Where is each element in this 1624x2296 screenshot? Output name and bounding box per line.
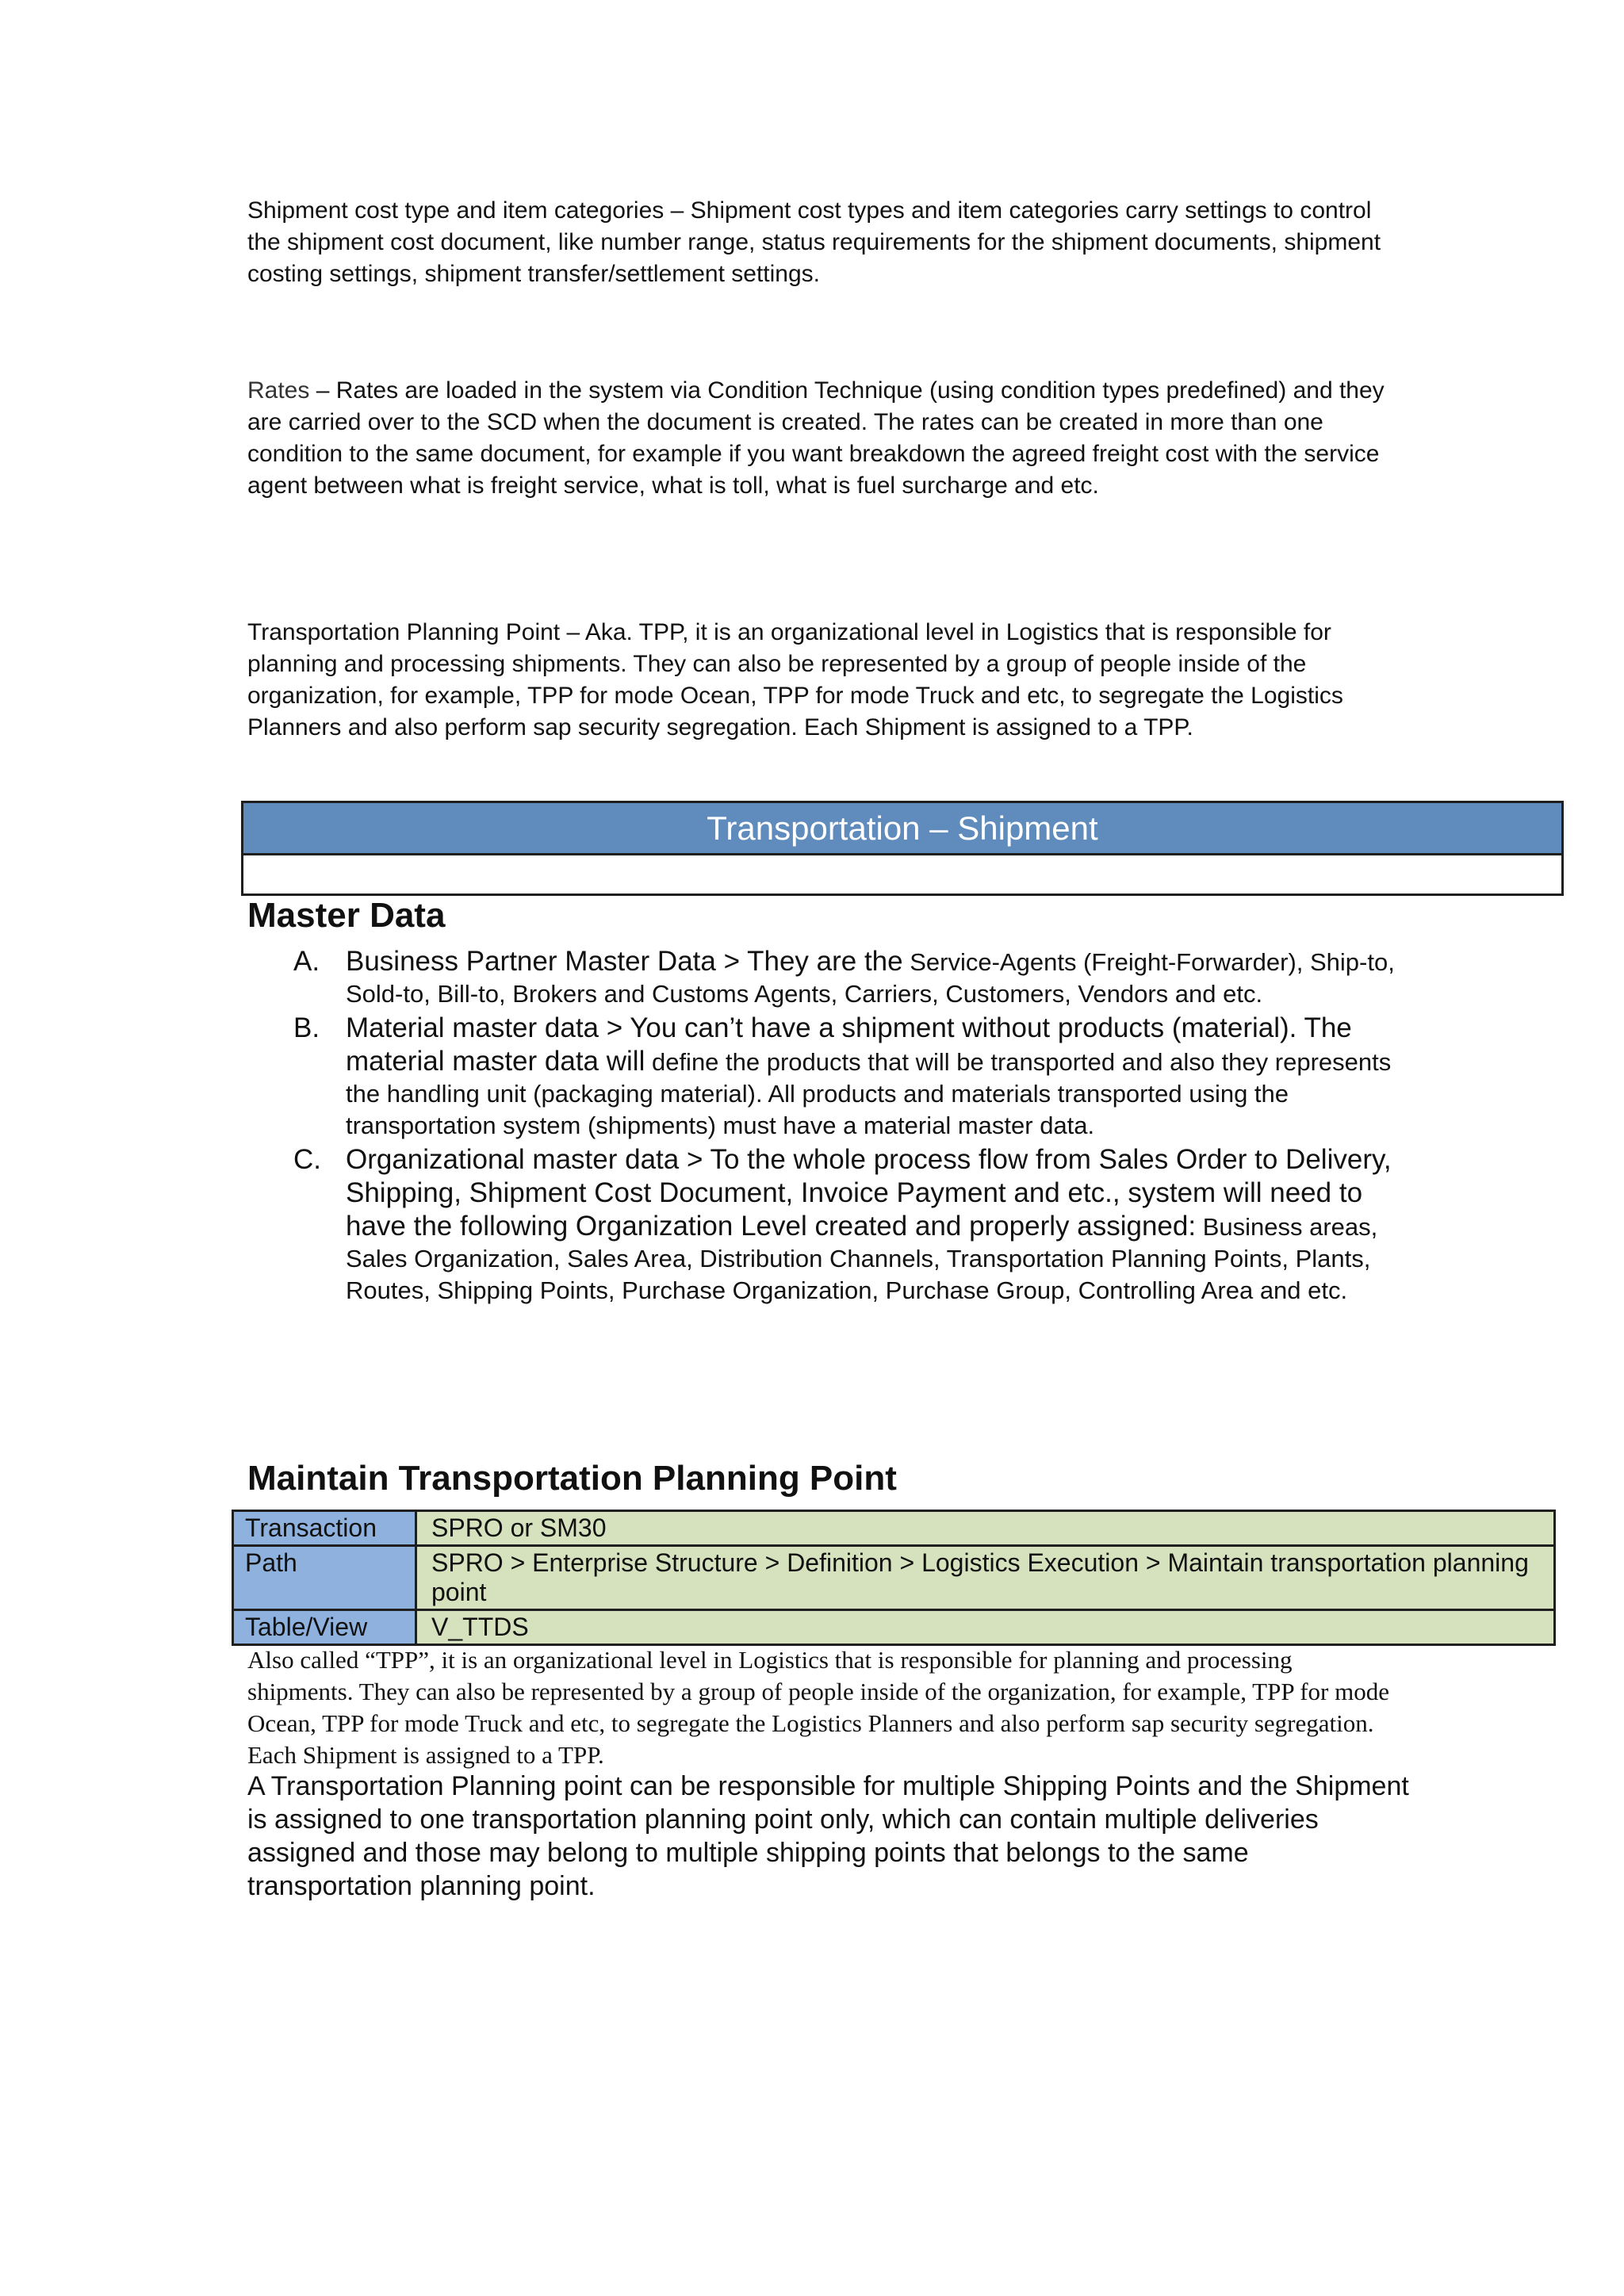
tpp-summary-paragraph: A Transportation Planning point can be responsible for multiple Shipping Points and the Shipment is assigned to one transportation planning point only, which can contain multiple deliveries assigned and those may belong to multiple shipping points that belongs to the same transportation planning point. <box>247 1771 1409 1901</box>
table-row <box>233 1610 1555 1645</box>
tpp-description-serif: Also called “TPP”, it is an organizational level in Logistics that is responsible for planning and processing shipments. They can also be represented by a group of people inside of the organization, for example, TPP for mode Ocean, TPP for mode Truck and etc, to segregate the Logistics Planners and also perform sap security segregation. Each Shipment is assigned to a TPP. <box>247 1646 1389 1769</box>
paragraph-tpp: Transportation Planning Point – Aka. TPP, it is an organizational level in Logistics that is responsible for planning and processing shipments. They can also be represented by a group of people inside of the organization, for example, TPP for mode Ocean, TPP for mode Truck and etc, to segregate the Logistics Planners and also perform sap security segregation. Each Shipment is assigned to a TPP. <box>247 619 1343 740</box>
paragraph-cost-types: Shipment cost type and item categories – Shipment cost types and item categories carry settings to control the shipment cost document, like number range, status requirements for the shipment documents, shipment costing settings, shipment transfer/settlement settings. <box>247 197 1381 287</box>
paragraph-rates <box>247 375 1397 502</box>
list-item-letter: B. <box>293 1012 320 1043</box>
master-data-list <box>293 945 1404 1308</box>
list-item-rest: define the products that will be transported and also they represents the handling unit (packaging material). All products and materials transported using the transportation system (shipments) must have a material master data. <box>346 1048 1392 1139</box>
section-banner <box>241 801 1564 896</box>
maintain-tpp-heading: Maintain Transportation Planning Point <box>247 1459 897 1498</box>
list-item-lead: Business Partner Master Data > They are the <box>346 946 903 977</box>
table-key-cell: Table/View <box>233 1610 416 1645</box>
transaction-info-table <box>232 1510 1556 1646</box>
rates-lead-label: Rates <box>247 377 310 404</box>
list-item <box>293 1143 1404 1307</box>
table-value-cell: SPRO > Enterprise Structure > Definition > Logistics Execution > Maintain transportation planning point <box>416 1546 1555 1610</box>
table-row <box>233 1546 1555 1610</box>
list-item-lead: Organizational master data > To the whole process flow from Sales Order to Delivery, Shipping, Shipment Cost Document, Invoice Payment and etc., system will need to have the following Organization Level created and properly assigned: <box>346 1144 1392 1242</box>
list-item-letter: A. <box>293 946 320 977</box>
master-data-heading: Master Data <box>247 896 446 935</box>
table-value-cell: SPRO or SM30 <box>416 1511 1555 1546</box>
list-item-letter: C. <box>293 1144 321 1175</box>
list-item-lead: Material master data > You can’t have a shipment without products (material). The material master data will <box>346 1012 1352 1077</box>
table-key-cell: Path <box>233 1546 416 1610</box>
banner-title: Transportation – Shipment <box>243 803 1561 855</box>
list-item <box>293 945 1404 1010</box>
table-row <box>233 1511 1555 1546</box>
rates-body-text: – Rates are loaded in the system via Condition Technique (using condition types predefined) and they are carried over to the SCD when the document is created. The rates can be created in more than one condition to the same document, for example if you want breakdown the agreed freight cost with the service agent between what is freight service, what is toll, what is fuel surcharge and etc. <box>247 377 1385 499</box>
table-value-cell: V_TTDS <box>416 1610 1555 1645</box>
list-item-rest: Service-Agents (Freight-Forwarder), Ship-to, Sold-to, Bill-to, Brokers and Customs Agents, Carriers, Customers, Vendors and etc. <box>346 948 1395 1008</box>
list-item-rest: Business areas, Sales Organization, Sales Area, Distribution Channels, Transportation Planning Points, Plants, Routes, Shipping Points, Purchase Organization, Purchase Group, Controlling Area and etc. <box>346 1213 1378 1304</box>
list-item <box>293 1012 1404 1142</box>
table-key-cell: Transaction <box>233 1511 416 1546</box>
